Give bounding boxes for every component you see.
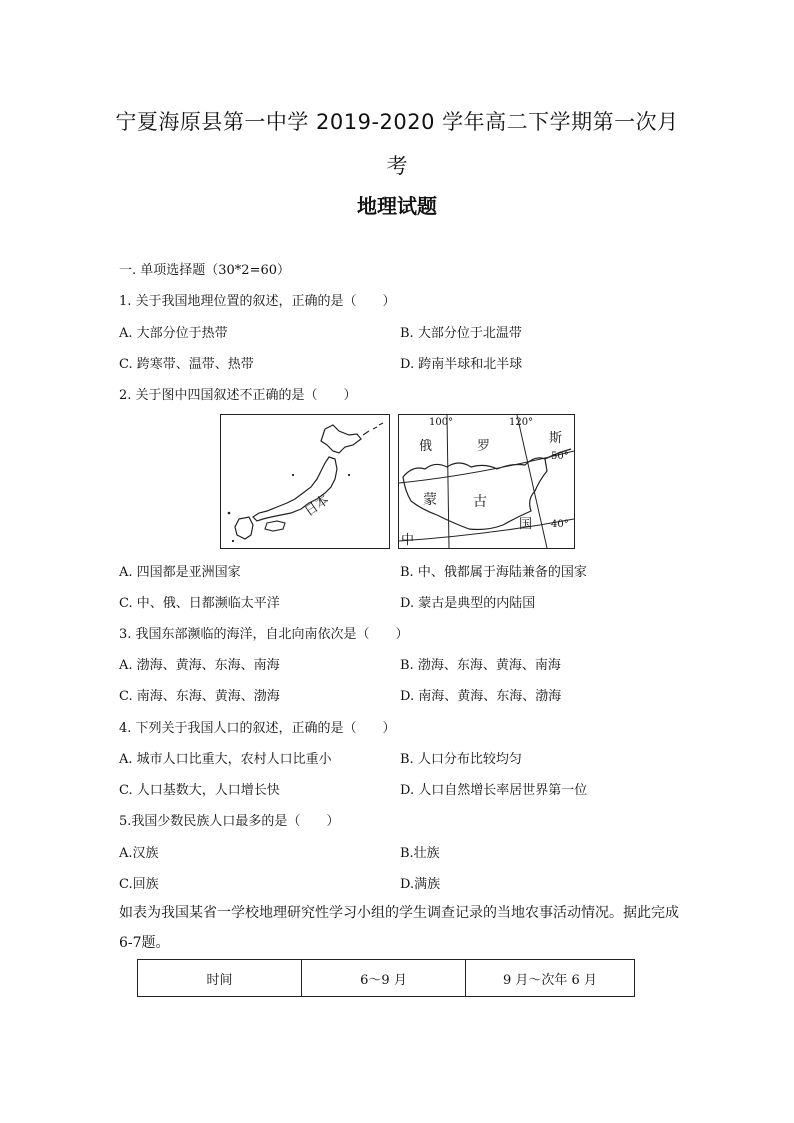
option-5d: D.满族 [400, 877, 441, 892]
japan-outline-figure [221, 415, 389, 548]
option-2d: D. 蒙古是典型的内陆国 [400, 596, 536, 611]
option-1c: C. 跨寒带、温带、热带 [119, 357, 254, 372]
option-3d: D. 南海、黄海、东海、渤海 [400, 689, 562, 704]
option-3c: C. 南海、东海、黄海、渤海 [119, 689, 280, 704]
japan-map [220, 414, 390, 549]
map-label-russia-3: 斯 [549, 431, 563, 446]
japan-map-label: 日本 [302, 492, 333, 520]
option-5c: C.回族 [119, 877, 159, 892]
latitude-label-40: 40° [551, 519, 569, 530]
map-label-russia-1: 俄 [419, 439, 433, 454]
option-2a: A. 四国都是亚洲国家 [119, 565, 241, 580]
doc-title-continued: 考 [386, 154, 408, 178]
question-stem-2: 2. 关于图中四国叙述不正确的是（ ） [119, 388, 357, 403]
option-4d: D. 人口自然增长率居世界第一位 [400, 783, 588, 798]
map-label-china: 中 [401, 533, 415, 548]
question-stem-4: 4. 下列关于我国人口的叙述，正确的是（ ） [119, 721, 396, 736]
question-stem-5: 5.我国少数民族人口最多的是（ ） [119, 814, 340, 829]
table-header-cell: 6～9 月 [302, 960, 466, 997]
option-2c: C. 中、俄、日都濒临太平洋 [119, 596, 280, 611]
option-3b: B. 渤海、东海、黄海、南海 [400, 658, 561, 673]
mongolia-map [398, 414, 575, 549]
option-1d: D. 跨南半球和北半球 [400, 357, 523, 372]
table-header-cell: 时间 [138, 960, 302, 997]
longitude-label-100: 100° [429, 417, 454, 428]
option-5a: A.汉族 [119, 846, 159, 861]
map-label-mongolia-1: 蒙 [423, 492, 437, 508]
map-label-russia-2: 罗 [477, 439, 491, 454]
longitude-label-120: 120° [509, 417, 534, 428]
option-3a: A. 渤海、黄海、东海、南海 [119, 658, 280, 673]
option-1b: B. 大部分位于北温带 [400, 326, 522, 341]
doc-subtitle: 地理试题 [357, 194, 437, 218]
option-4a: A. 城市人口比重大，农村人口比重小 [119, 752, 332, 767]
option-5b: B.壮族 [400, 846, 440, 861]
table-header-cell: 9 月～次年 6 月 [466, 960, 635, 997]
option-2b: B. 中、俄都属于海陆兼备的国家 [400, 565, 587, 580]
question-stem-3: 3. 我国东部濒临的海洋，自北向南依次是（ ） [119, 627, 409, 642]
latitude-label-50: 50° [551, 451, 569, 462]
option-4b: B. 人口分布比较均匀 [400, 752, 522, 767]
section-heading: 一. 单项选择题（30*2=60） [119, 263, 291, 278]
option-1a: A. 大部分位于热带 [119, 326, 228, 341]
doc-title: 宁夏海原县第一中学 2019-2020 学年高二下学期第一次月 [115, 110, 679, 134]
farm-activity-table [137, 959, 635, 997]
map-label-mongolia-2: 古 [473, 494, 487, 510]
question-stem-1: 1. 关于我国地理位置的叙述，正确的是（ ） [119, 294, 396, 309]
table-header-row [138, 960, 635, 997]
option-4c: C. 人口基数大，人口增长快 [119, 783, 280, 798]
map-label-mongolia-3: 国 [519, 517, 533, 532]
table-intro: 如表为我国某省一学校地理研究性学习小组的学生调查记录的当地农事活动情况。据此完成6-7题。 [119, 905, 679, 951]
